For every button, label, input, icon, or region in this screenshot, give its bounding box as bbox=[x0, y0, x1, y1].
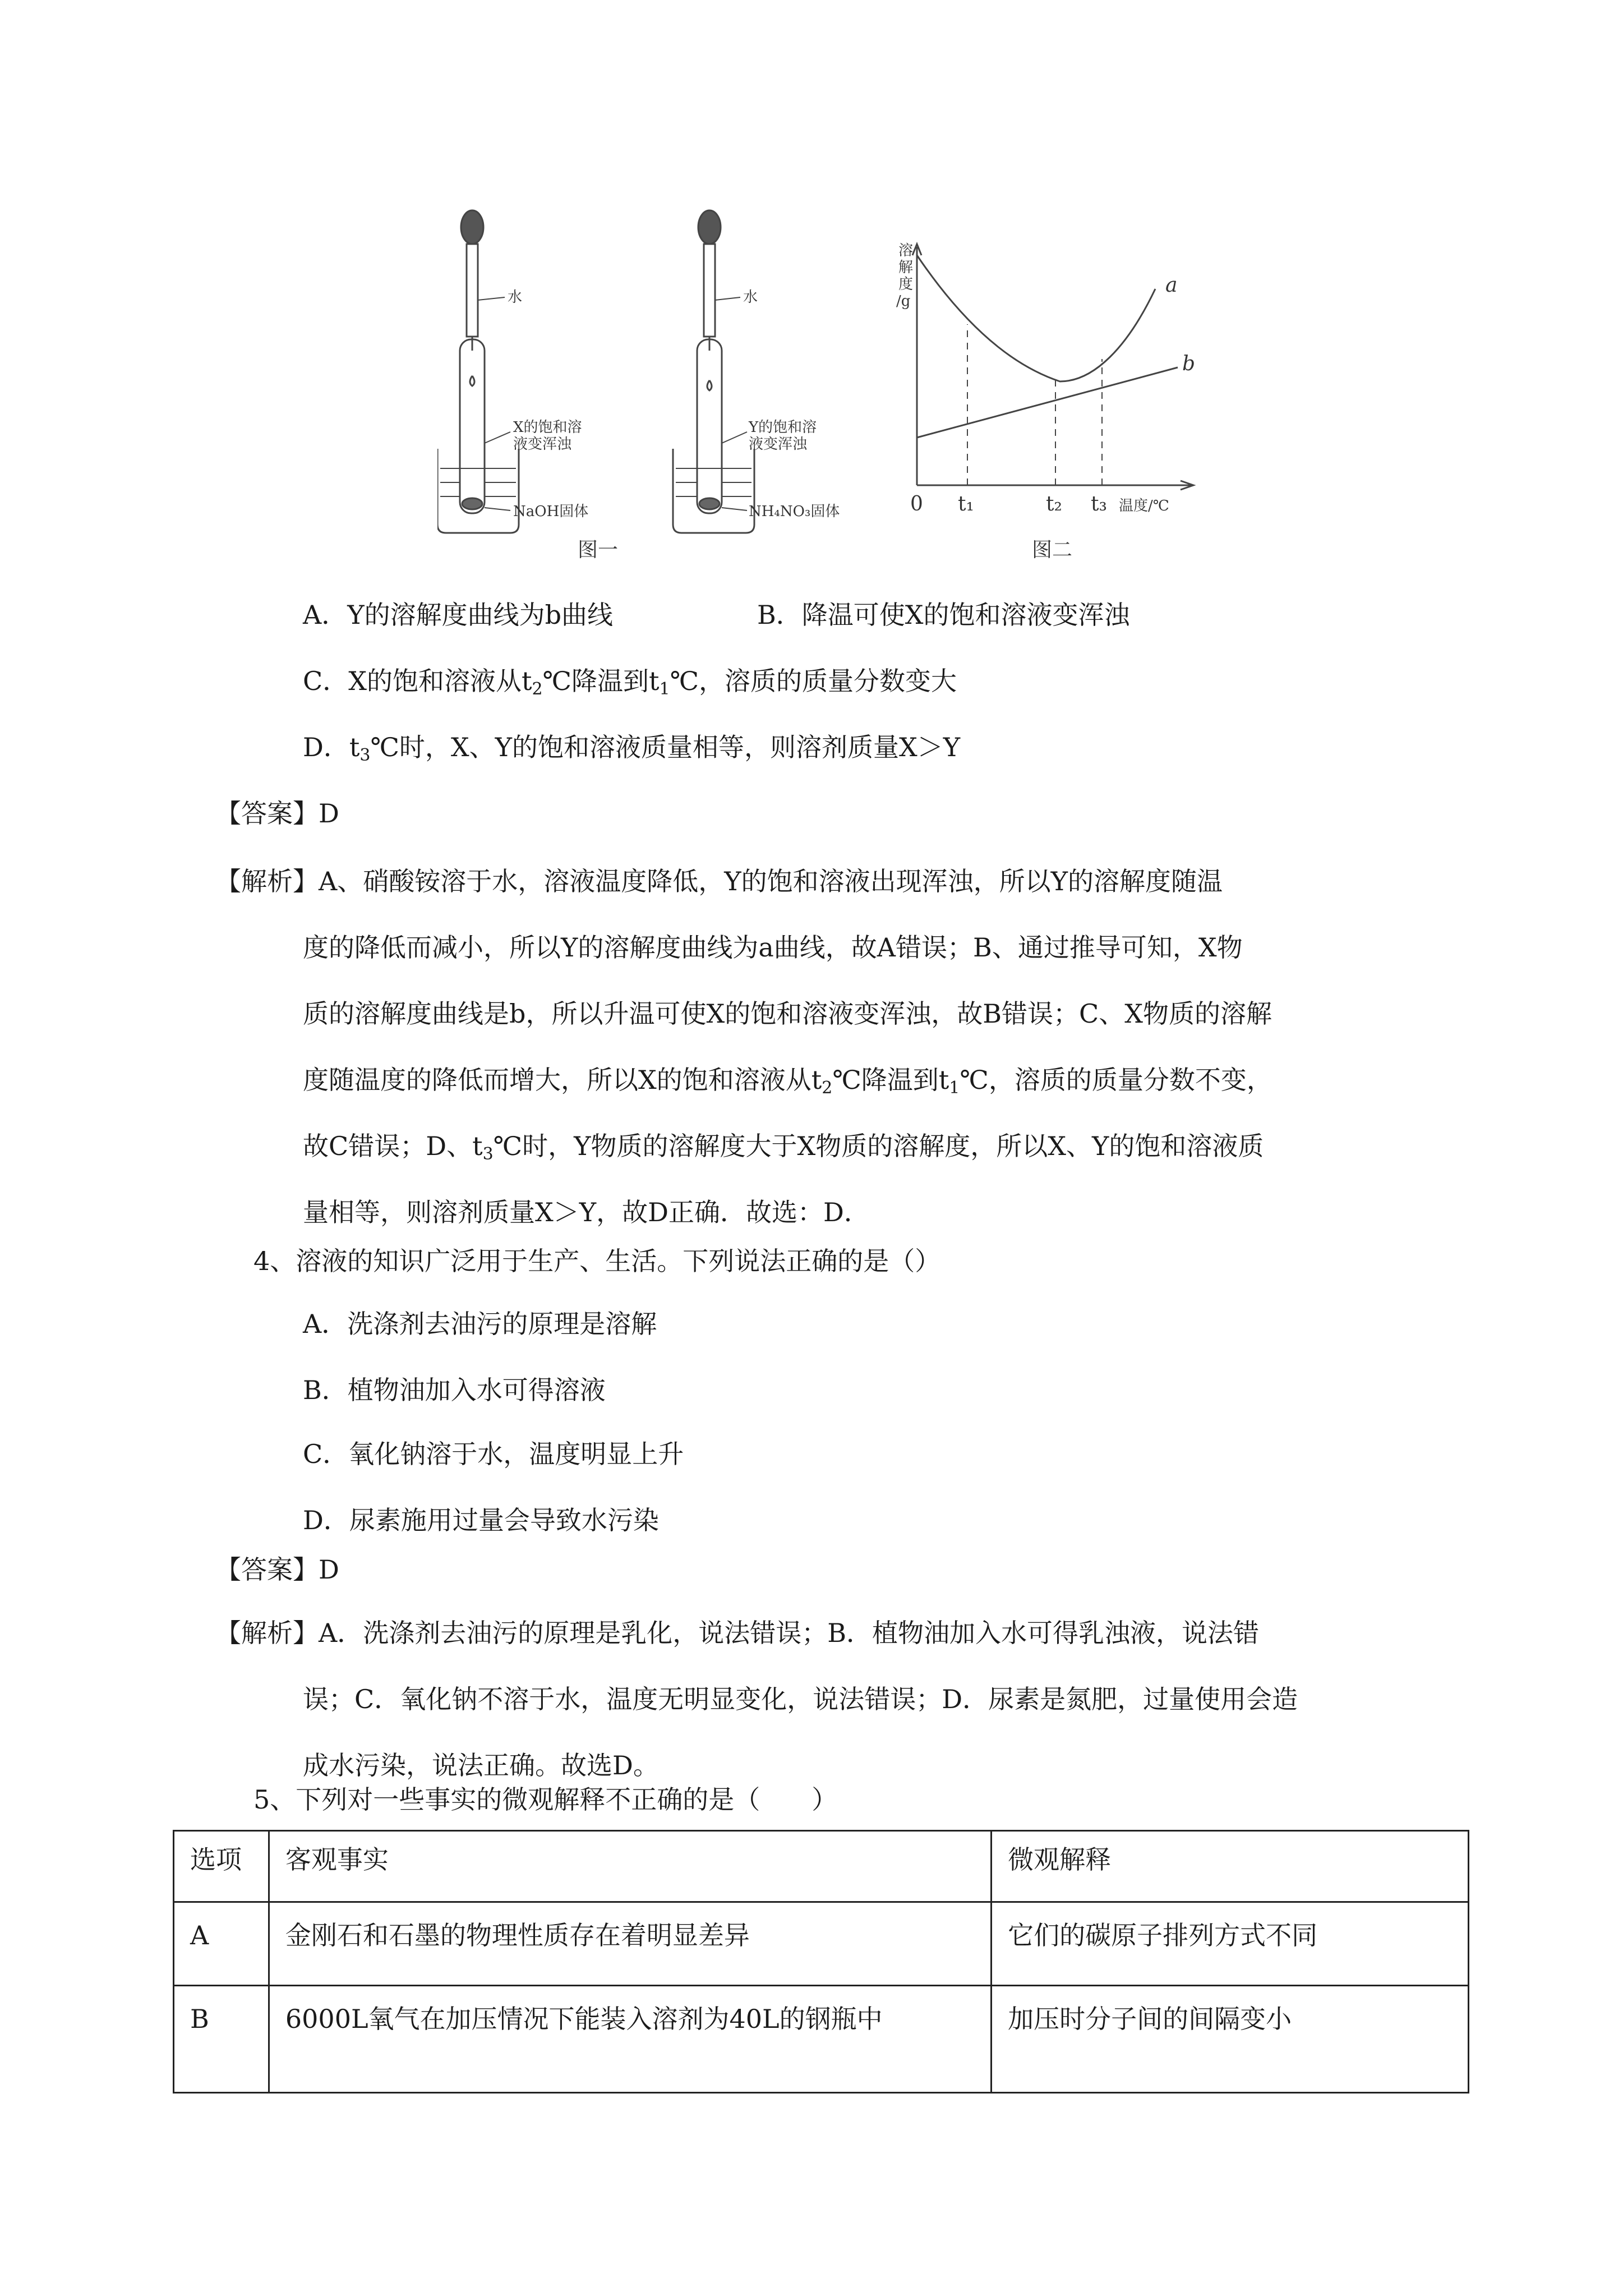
nh4no3-solid bbox=[699, 498, 720, 509]
cell-option: B bbox=[174, 1986, 269, 2093]
beaker-1 bbox=[437, 449, 519, 533]
header-fact: 客观事实 bbox=[269, 1831, 991, 1902]
fig1-caption: 图一 bbox=[578, 539, 619, 562]
cell-explanation: 加压时分子间的间隔变小 bbox=[992, 1986, 1469, 2093]
dropper-tube-2 bbox=[704, 244, 715, 337]
analysis-tag: 【解析】 bbox=[215, 1618, 319, 1648]
x-solution-label-1: X的饱和溶 bbox=[513, 419, 582, 436]
y-axis-label-4: /g bbox=[896, 293, 911, 310]
apparatus-2 bbox=[673, 210, 754, 533]
x-solution-label-2: 液变浑浊 bbox=[513, 436, 572, 453]
table-row bbox=[174, 1902, 1469, 1986]
q4-option-a: A．洗涤剂去油污的原理是溶解 bbox=[303, 1309, 657, 1339]
table-header-row bbox=[174, 1831, 1469, 1902]
y-solution-label-1: Y的饱和溶 bbox=[749, 419, 817, 436]
dropper-bulb-1 bbox=[461, 210, 483, 244]
q4-option-d: D．尿素施用过量会导致水污染 bbox=[303, 1505, 659, 1535]
naoh-solid bbox=[462, 498, 482, 509]
dropper-bulb-2 bbox=[698, 210, 721, 244]
t1-label: t₁ bbox=[958, 493, 974, 516]
q4-stem: 4、溶液的知识广泛用于生产、生活。下列说法正确的是（） bbox=[253, 1246, 941, 1276]
t2-label: t₂ bbox=[1046, 493, 1062, 516]
naoh-label: NaOH固体 bbox=[513, 503, 589, 520]
water-label-2: 水 bbox=[743, 289, 758, 306]
water-drop-1 bbox=[470, 376, 474, 386]
micro-explanation-table bbox=[173, 1830, 1469, 2093]
y-axis-label-1: 溶 bbox=[898, 242, 914, 259]
water-drop-2 bbox=[707, 380, 712, 390]
q4-option-b: B．植物油加入水可得溶液 bbox=[303, 1375, 606, 1405]
q3-option-b: B．降温可使X的饱和溶液变浑浊 bbox=[757, 600, 1130, 630]
origin-label: 0 bbox=[910, 493, 923, 516]
test-tube-1 bbox=[460, 339, 485, 513]
curve-a-label: a bbox=[1165, 274, 1178, 297]
curve-a-line bbox=[917, 255, 1155, 381]
t3-label: t₃ bbox=[1091, 493, 1107, 516]
beaker-2 bbox=[673, 449, 754, 533]
curve-b-label: b bbox=[1182, 352, 1196, 375]
fig2-caption: 图二 bbox=[1032, 539, 1073, 562]
q3-analysis: 【解析】A、硝酸铵溶于水，溶液温度降低，Y的饱和溶液出现浑浊，所以Y的溶解度随温 度的降低而减小，所以Y的溶解度曲线为a曲线，故A错误；B、通过推导可知，X物 质的溶解度曲线是b，所以升温可使X的饱和溶液变浑浊，故B错误；C、X物质的溶解 度随温度的降低而增大，所以X的饱和溶液从$t_2℃$降温到$t_1℃$，溶质的质量分数不变， 故C错误；D、$t_3℃$时，Y物质的溶解度大于X物质的溶解度，所以X、Y的饱和溶液质 量相等，则溶剂质量X＞Y，故D正确．故选：D． bbox=[215, 866, 1272, 1227]
y-axis-label-2: 解 bbox=[898, 259, 914, 276]
q3-answer: 【答案】D bbox=[215, 798, 339, 829]
header-option: 选项 bbox=[174, 1831, 269, 1902]
test-tube-2 bbox=[697, 339, 722, 513]
solubility-experiment-figure bbox=[437, 202, 1206, 567]
q4-option-c: C．氧化钠溶于水，温度明显上升 bbox=[303, 1439, 684, 1469]
cell-fact: 金刚石和石墨的物理性质存在着明显差异 bbox=[269, 1902, 991, 1986]
y-axis-label-3: 度 bbox=[898, 276, 914, 293]
table-row bbox=[174, 1986, 1469, 2093]
water-label-1: 水 bbox=[508, 289, 523, 306]
x-axis-label: 温度/℃ bbox=[1119, 498, 1169, 514]
y-solution-label-2: 液变浑浊 bbox=[749, 436, 808, 453]
q3-option-d: D．$t_3℃$时，X、Y的饱和溶液质量相等，则溶剂质量X＞Y bbox=[303, 732, 961, 765]
q4-answer: 【答案】D bbox=[215, 1554, 339, 1585]
curve-b-line bbox=[917, 367, 1178, 438]
cell-option: A bbox=[174, 1902, 269, 1986]
q3-option-c: C．X的饱和溶液从$t_2℃$降温到$t_1℃$，溶质的质量分数变大 bbox=[303, 666, 957, 699]
nh4no3-label: NH₄NO₃固体 bbox=[749, 503, 840, 520]
header-explanation: 微观解释 bbox=[992, 1831, 1469, 1902]
figure-svg bbox=[437, 202, 1206, 567]
solubility-graph bbox=[912, 244, 1196, 490]
analysis-tag: 【解析】 bbox=[215, 866, 319, 896]
cell-explanation: 它们的碳原子排列方式不同 bbox=[992, 1902, 1469, 1986]
apparatus-1 bbox=[437, 210, 519, 533]
cell-fact: 6000L氧气在加压情况下能装入溶剂为40L的钢瓶中 bbox=[269, 1986, 991, 2093]
q4-analysis: 【解析】A．洗涤剂去油污的原理是乳化，说法错误；B．植物油加入水可得乳浊液，说法错 误；C．氧化钠不溶于水，温度无明显变化，说法错误；D．尿素是氮肥，过量使用会造 成水污染，说法正确。故选D。 bbox=[215, 1618, 1298, 1780]
q3-option-a: A．Y的溶解度曲线为b曲线 bbox=[303, 600, 614, 630]
q5-stem: 5、下列对一些事实的微观解释不正确的是（ ） bbox=[253, 1784, 838, 1815]
dropper-tube-1 bbox=[467, 244, 478, 337]
